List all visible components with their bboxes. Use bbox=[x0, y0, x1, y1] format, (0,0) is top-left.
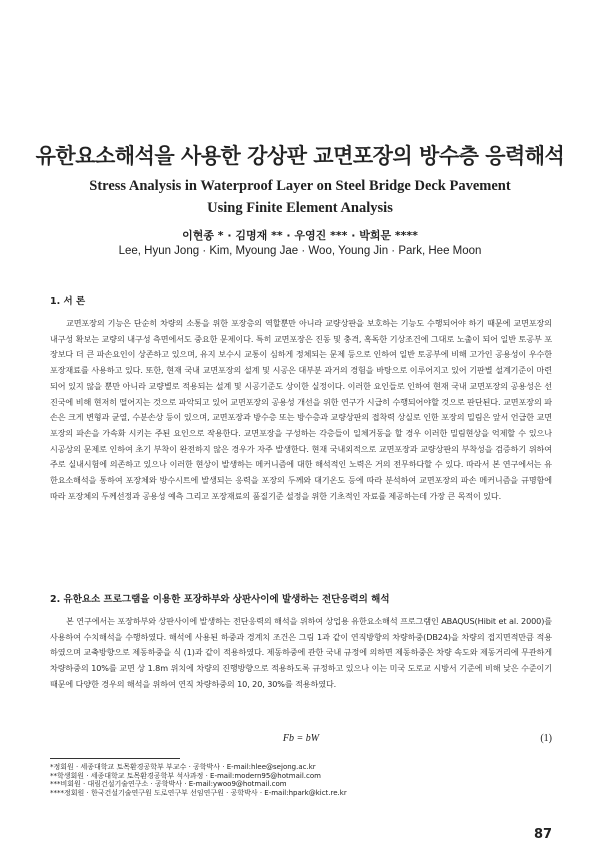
footnotes bbox=[50, 763, 550, 797]
title-english-line-1: Stress Analysis in Waterproof Layer on Steel Bridge Deck Pavement bbox=[89, 178, 511, 194]
equation-1 bbox=[50, 733, 552, 749]
authors-korean: 이현종 * · 김명재 ** · 우영진 *** · 박희문 **** bbox=[182, 229, 418, 242]
equation-formula: Fb = bW bbox=[282, 733, 320, 744]
footnote-author-3: ***비회원 · 대림건설기술연구소 · 공학박사 · E-mail:ywoo9@hotmail.com bbox=[50, 780, 287, 789]
title-english-line-2: Using Finite Element Analysis bbox=[207, 200, 393, 216]
title-english bbox=[0, 175, 600, 219]
section-2-heading: 2. 유한요소 프로그램을 이용한 포장하부와 상판사이에 발생하는 전단응력의 해석 bbox=[50, 594, 390, 605]
footnote-divider bbox=[50, 758, 180, 759]
equation-number: (1) bbox=[540, 733, 552, 744]
authors-english: Lee, Hyun Jong · Kim, Myoung Jae · Woo, Young Jin · Park, Hee Moon bbox=[118, 245, 482, 257]
footnote-author-4: ****정회원 · 한국건설기술연구원 도로연구부 선임연구원 · 공학박사 · E-mail:hpark@kict.re.kr bbox=[50, 788, 347, 797]
title-korean: 유한요소해석을 사용한 강상판 교면포장의 방수층 응력해석 bbox=[35, 144, 565, 168]
section-1-body: 교면포장의 기능은 단순히 차량의 소통을 위한 포장층의 역할뿐만 아니라 교량상판을 보호하는 기능도 수행되어야 하기 때문에 교면포장의 내구성 확보는 교량의 내구성 측면에서도 중요한 문제이다. 특히 교면포장은 진동 및 충격, 혹독한 기상조건에 그대로 노출이 되어 일반 토공부 포장보다 더 큰 파손요인이 상존하고 있으며, 유지 보수시 교통이 심하게 정체되는 문제 등으로 인하여 일반 토공부에 비해 고가인 공용성이 우수한 포장재료를 사용하고 있다. 또한, 현재 국내 교면포장의 설계 및 시공은 대부분 과거의 경험을 바탕으로 이루어지고 있어 기판별 설계기준이 마련되어 있지 않을 뿐만 아니라 교량별로 적용되는 설계 및 시공기준도 상이한 실정이다. 이러한 요인들로 인하여 현재 국내 교면포장의 공용성은 선진국에 비해 현저히 떨어지는 것으로 파악되고 있어 교면포장의 공용성 개선을 위한 연구가 시급히 수행되어야할 것으로 판단된다. 교면포장의 파손은 크게 변형과 균열, 수분손상 등이 있으며, 교면포장과 방수층 또는 방수층과 교량상판의 접착력 상실로 인한 포장의 밀림은 앞서 언급한 교면포장의 파손을 가속화 시키는 주된 요인으로 작용한다. 교면포장을 구성하는 각층들이 일체거동을 할 경우 이러한 밀림현상을 억제할 수 있으나 시공상의 문제로 인하여 초기 부착이 완전하지 않은 경우가 자주 발생한다. 현재 국내외적으로 교면포장과 교량상판의 부착성을 검증하기 위하여 주로 실내시험에 의존하고 있으나 이러한 현상이 발생하는 메커니즘에 대한 해석적인 노력은 거의 전무하다할 수 있다. 따라서 본 연구에서는 유한요소해석을 통하여 포장체와 방수시트에 발생되는 응력을 포장의 두께와 대기온도 등에 따라 분석하여 교면포장의 파손 메커니즘을 규명함에 따라 포장체의 두께선정과 공용성 예측 그리고 포장재료의 품질기준 설정을 위한 기초적인 자료를 제공하는데 가장 큰 목적이 있다. bbox=[50, 318, 552, 501]
page-number: 87 bbox=[534, 827, 553, 842]
section-2-body: 본 연구에서는 포장하부와 상판사이에 발생하는 전단응력의 해석을 위하여 상업용 유한요소해석 프로그램인 ABAQUS(Hibit et al. 2000)를 사용하여 수치해석을 수행하였다. 해석에 사용된 하중과 경계치 조건은 그림 1과 같이 연직방향의 차량하중(DB24)을 차량의 접지면적만큼 적용하였으며 교축방향으로 제동하중을 식 (1)과 같이 적용하였다. 제동하중에 관한 국내 규정에 의하면 제동하중은 차량 속도와 제동거리에 무관하게 차량하중의 10%를 교면 상 1.8m 위치에 차량의 진행방향으로 적용하도록 규정하고 있으나 이는 미국 도로교 시방서 기준에 비해 낮은 수준이기 때문에 다양한 경우의 해석을 위하여 연직 차량하중의 10, 20, 30%를 적용하였다. bbox=[50, 616, 552, 689]
footnote-author-1: *정회원 · 세종대학교 토목환경공학부 부교수 · 공학박사 · E-mail:hlee@sejong.ac.kr bbox=[50, 763, 316, 771]
section-1-heading: 1. 서 론 bbox=[50, 296, 86, 307]
footnote-author-2: **학생회원 · 세종대학교 토목환경공학부 석사과정 · E-mail:modern95@hotmail.com bbox=[50, 771, 321, 780]
